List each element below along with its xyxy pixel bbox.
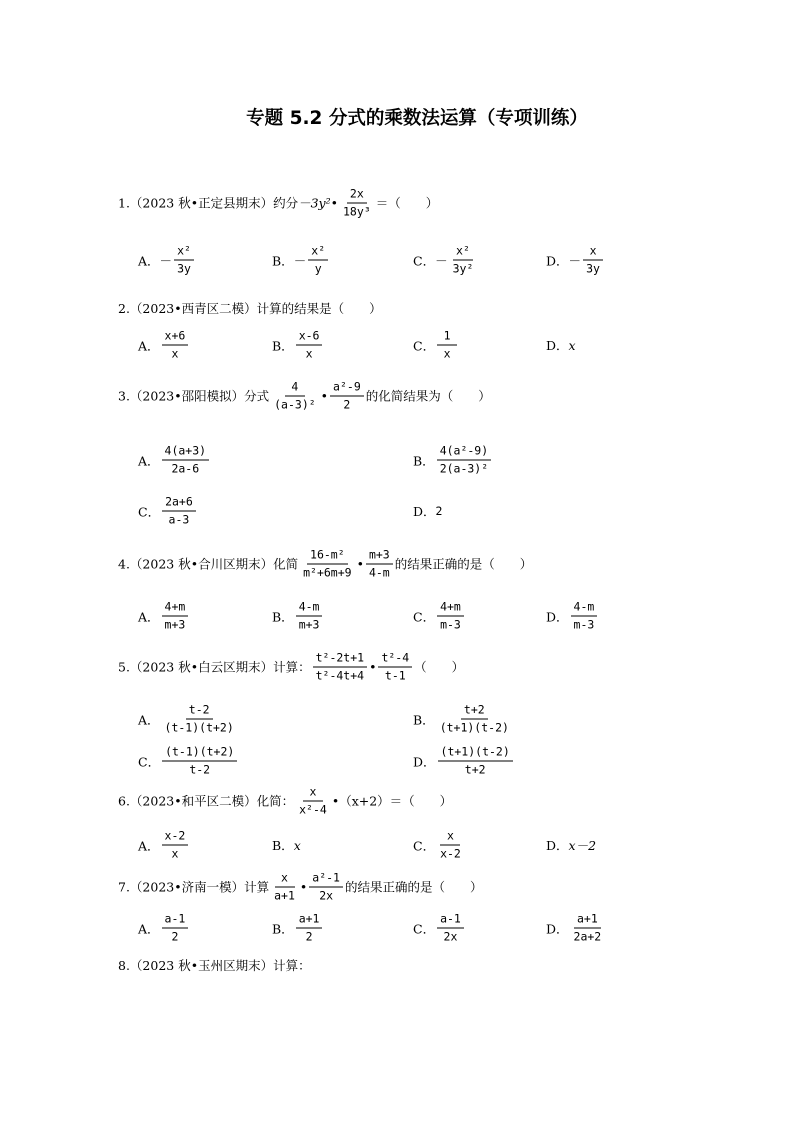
option-a[interactable]: A． $\frac{x+6}{x}$ <box>138 330 190 361</box>
question-1-source: 1.（2023 秋•正定县期末）约分 <box>118 195 299 210</box>
option-d[interactable]: D． x <box>546 337 576 353</box>
question-5: 5.（2023 秋•白云区期末）计算： $\frac{\text{t²-2t+1}}{\text{t²-4t+4}}$ • $\frac{\text{t²-4}}{t-1}$ （ ） <box>118 650 465 683</box>
question-4: 4.（2023 秋•合川区期末）化简 $\frac{\text{16-m²}}{\text{m²+6m+9}}$ • $\frac{m+3}{4-m}$ 的结果正确的是（ ） <box>118 547 533 580</box>
question-2: 2.（2023•西青区二模）计算的结果是（ ） <box>118 301 382 316</box>
question-4-options <box>0 599 794 632</box>
question-7: 7.（2023•济南一模）计算 $\frac{x}{a+1}$ • $\frac{\text{a²-1}}{2x}$ 的结果正确的是（ ） <box>118 870 483 903</box>
option-d[interactable]: D． x－2 <box>546 838 597 853</box>
question-1-answer-blank: ＝（ ） <box>375 195 439 210</box>
question-6: 6.（2023•和平区二模）化简： $\frac{x}{\text{x²-4}}$ •（x+2）＝（ ） <box>118 784 453 817</box>
option-d[interactable]: D． $\frac{(t+1)(t-2)}{t+2}$ <box>413 746 515 777</box>
option-c[interactable]: C． $\frac{4+m}{m-3}$ <box>413 601 466 632</box>
option-a[interactable]: A． $\frac{t-2}{(t-1)(t+2)}$ <box>138 702 234 735</box>
option-d[interactable]: D． 2 <box>413 504 443 519</box>
question-7-options <box>0 911 794 944</box>
option-b[interactable]: B． $\frac{x-6}{x}$ <box>272 330 324 361</box>
question-3-options-row2 <box>0 494 794 527</box>
question-8: 8.（2023 秋•玉州区期末）计算： <box>118 958 311 973</box>
option-b[interactable]: B． － $\frac{\text{x²}}{y}$ <box>272 245 330 276</box>
question-1-options <box>0 243 794 276</box>
option-b[interactable]: B． $\frac{t+2}{(t+1)(t-2)}$ <box>413 702 509 735</box>
option-d[interactable]: D． $\frac{4-m}{m-3}$ <box>546 601 599 632</box>
option-a[interactable]: A． $\frac{4+m}{m+3}$ <box>138 601 190 632</box>
option-a[interactable]: A． $\frac{a-1}{2}$ <box>138 913 190 944</box>
option-a[interactable]: A． $\frac{x-2}{x}$ <box>138 830 190 861</box>
option-c[interactable]: C． $\frac{(t-1)(t+2)}{t-2}$ <box>138 746 239 777</box>
question-5-options-row2 <box>0 744 794 777</box>
option-b[interactable]: B． x <box>272 837 301 853</box>
option-d[interactable]: D． $\frac{a+1}{2a+2}$ <box>546 911 602 944</box>
option-c[interactable]: C． $\frac{1}{x}$ <box>413 330 459 361</box>
option-c[interactable]: C． $\frac{a-1}{2x}$ <box>413 913 466 944</box>
question-3-options-row1 <box>0 443 794 476</box>
option-c[interactable]: C． $\frac{2a+6}{a-3}$ <box>138 496 198 527</box>
question-5-options-row1 <box>0 702 794 735</box>
option-c[interactable]: C． $\frac{x}{x-2}$ <box>413 828 461 861</box>
question-1-fraction: $\frac{2x}{\text{18y³}}$ <box>343 186 371 219</box>
page-title: 专题 5.2 分式的乘数法运算（专项训练） <box>246 108 588 129</box>
option-b[interactable]: B． $\frac{4-m}{m+3}$ <box>272 601 324 632</box>
question-2-options <box>0 328 794 361</box>
option-b[interactable]: B． $\frac{a+1}{2}$ <box>272 913 324 944</box>
option-a[interactable]: A． － $\frac{\text{x²}}{3y}$ <box>138 245 196 276</box>
option-c[interactable]: C． － $\frac{\text{x²}}{\text{3y²}}$ <box>413 243 474 276</box>
question-3: 3.（2023•邵阳模拟）分式 $\frac{4}{\text{(a-3)²}}$ • $\frac{\text{a²-9}}{2}$ 的化简结果为（ ） <box>118 379 491 412</box>
option-d[interactable]: D． － $\frac{x}{3y}$ <box>546 245 605 276</box>
question-6-options <box>0 828 794 861</box>
question-1-expression: －3y²• <box>298 195 338 210</box>
option-b[interactable]: B． $\frac{\text{4(a²-9)}}{\text{2(a-3)²}}$ <box>413 445 493 476</box>
option-a[interactable]: A． $\frac{4(a+3)}{2a-6}$ <box>138 445 211 476</box>
question-1 <box>0 186 794 219</box>
